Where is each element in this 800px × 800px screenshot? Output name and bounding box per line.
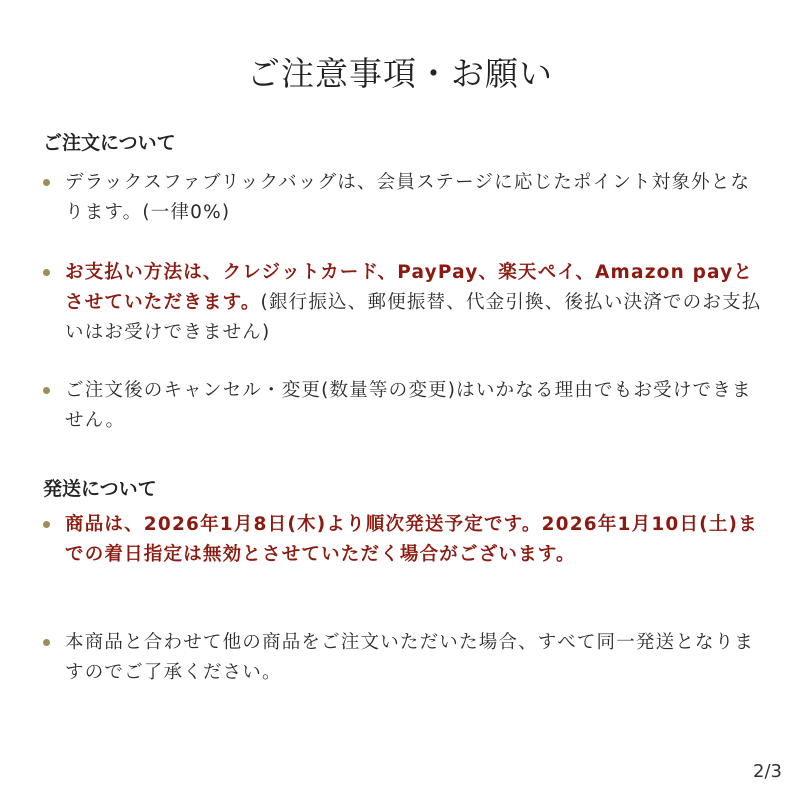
notice-text bbox=[65, 376, 763, 436]
notice-item-points bbox=[43, 168, 763, 228]
section-heading-shipping: 発送について bbox=[43, 478, 157, 500]
notice-body: (銀行振込、郵便振替、代金引換、後払い決済でのお支払いはお受けできません) bbox=[65, 292, 762, 343]
notice-item-payment bbox=[43, 258, 763, 348]
bullet-icon bbox=[43, 639, 50, 646]
page-number: 2/3 bbox=[753, 761, 782, 782]
notice-body: 本商品と合わせて他の商品をご注文いただいた場合、すべて同一発送となりますのでご了承ください。 bbox=[65, 632, 755, 683]
notice-body: デラックスファブリックバッグは、会員ステージに応じたポイント対象外となります。(一律0%) bbox=[65, 172, 751, 223]
page-title: ご注意事項・お願い bbox=[247, 54, 553, 93]
bullet-icon bbox=[43, 179, 50, 186]
bullet-icon bbox=[43, 269, 50, 276]
notice-text bbox=[65, 510, 763, 570]
notice-emphasis: 商品は、2026年1月8日(木)より順次発送予定です。2026年1月10日(土)までの着日指定は無効とさせていただく場合がございます。 bbox=[65, 514, 758, 565]
bullet-icon bbox=[43, 521, 50, 528]
notice-text bbox=[65, 258, 763, 348]
notice-item-cancellation bbox=[43, 376, 763, 436]
notice-item-combined-shipping bbox=[43, 628, 763, 688]
notice-item-shipping-date bbox=[43, 510, 763, 570]
notice-text bbox=[65, 628, 763, 688]
bullet-icon bbox=[43, 387, 50, 394]
notice-text bbox=[65, 168, 763, 228]
section-heading-order: ご注文について bbox=[43, 132, 176, 154]
notice-body: ご注文後のキャンセル・変更(数量等の変更)はいかなる理由でもお受けできません。 bbox=[65, 380, 752, 431]
notice-emphasis: お支払い方法は、クレジットカード、PayPay、楽天ペイ、Amazon payとさせていただきます。 bbox=[65, 262, 754, 313]
